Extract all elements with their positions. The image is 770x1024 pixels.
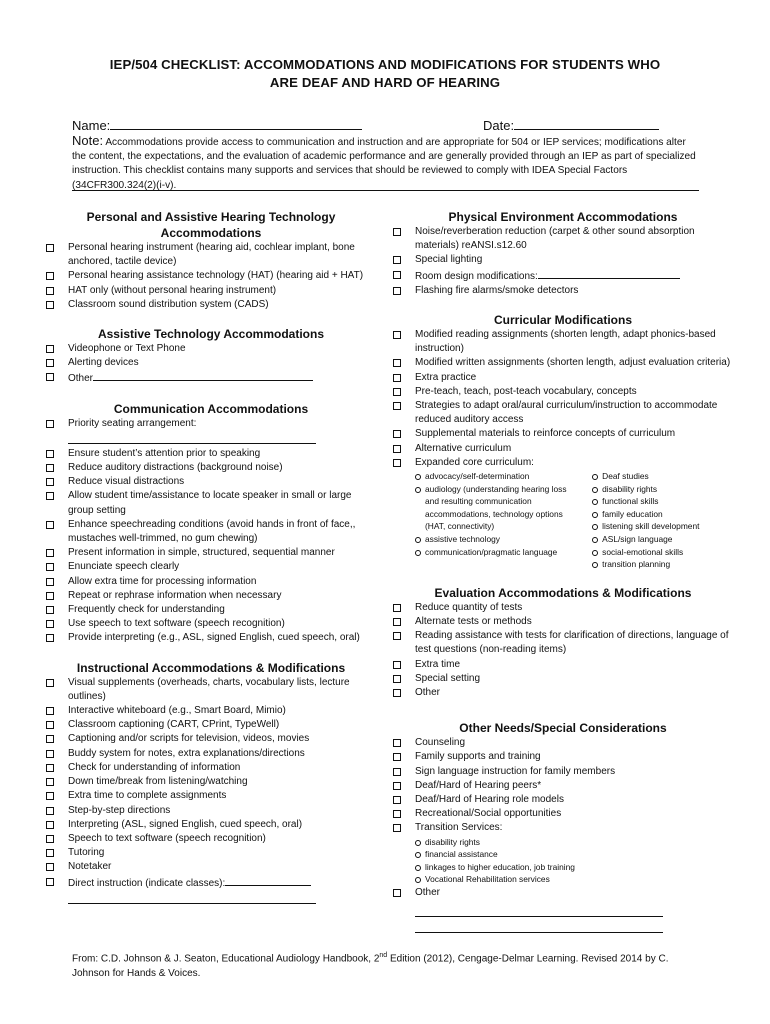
item-label: Modified written assignments (shorten length, adjust evaluation criteria) (415, 357, 731, 369)
checklist-item[interactable] (393, 328, 733, 356)
item-label: Reading assistance with tests for clarification of directions, language of test questions (non-reading items) (415, 630, 729, 656)
footer-text-1: From: C.D. Johnson & J. Seaton, Educational Audiology Handbook, 2 (72, 953, 380, 965)
bullet-icon (592, 550, 598, 556)
item-label: Priority seating arrangement: (68, 417, 197, 429)
checkbox[interactable] (46, 778, 54, 786)
checklist-item[interactable] (46, 818, 376, 832)
checklist-item[interactable] (46, 804, 376, 818)
checklist-item[interactable] (46, 461, 376, 475)
item-label: Other (415, 687, 441, 699)
sub-list-item (592, 533, 733, 546)
sub-list-item (415, 861, 733, 874)
checklist-item[interactable] (46, 718, 376, 732)
sub-item-label: linkages to higher education, job training (425, 861, 575, 872)
item-label: Interpreting (ASL, signed English, cued speech, oral) (68, 818, 303, 830)
section-title-curricular: Curricular Modifications (493, 313, 633, 328)
checklist-item[interactable] (46, 761, 376, 775)
sub-item-label: listening skill development (602, 521, 700, 532)
checkbox[interactable] (393, 618, 401, 626)
checklist-item[interactable] (393, 615, 733, 629)
checkbox[interactable] (393, 824, 401, 832)
item-label: Modified reading assignments (shorten length, adapt phonics-based instruction) (415, 329, 716, 355)
sub-item-label: advocacy/self-determination (425, 471, 530, 482)
sub-list-item (592, 558, 733, 571)
checklist-item[interactable] (393, 672, 733, 686)
checkbox[interactable] (393, 256, 401, 264)
checklist-item[interactable] (393, 629, 733, 657)
checkbox[interactable] (393, 632, 401, 640)
checkbox[interactable] (46, 878, 54, 886)
checkbox[interactable] (46, 450, 54, 458)
bullet-icon (415, 840, 421, 846)
checklist-item[interactable] (393, 779, 733, 793)
item-label: Other (68, 373, 94, 385)
checkbox[interactable] (46, 807, 54, 815)
checklist-item[interactable] (46, 617, 376, 631)
checklist-item[interactable] (46, 732, 376, 746)
left-column (46, 209, 376, 907)
checklist-item[interactable] (393, 686, 733, 700)
checkbox[interactable] (46, 634, 54, 642)
checklist-item[interactable] (46, 832, 376, 846)
bullet-icon (415, 852, 421, 858)
bullet-icon (592, 487, 598, 493)
item-label: Interactive whiteboard (e.g., Smart Board, Mimio) (68, 705, 286, 717)
sub-list-item (592, 520, 733, 533)
checkbox[interactable] (46, 721, 54, 729)
checkbox[interactable] (393, 796, 401, 804)
bullet-icon (415, 865, 421, 871)
other-blank-1[interactable] (415, 904, 663, 917)
item-label: Strategies to adapt oral/aural curriculum/instruction to accommodate reduced auditory access (415, 400, 718, 426)
sub-list-item (415, 836, 733, 849)
checkbox[interactable] (393, 359, 401, 367)
section-title-physical-environment: Physical Environment Accommodations (448, 210, 678, 224)
checklist-item[interactable] (46, 747, 376, 761)
date-blank[interactable] (514, 116, 659, 130)
bullet-icon (415, 550, 421, 556)
item-label: Ensure student’s attention prior to speaking (68, 447, 261, 459)
item-label: Expanded core curriculum: (415, 456, 534, 468)
checklist-item[interactable] (393, 658, 733, 672)
checklist-item[interactable] (393, 793, 733, 807)
item-label: Allow student time/assistance to locate speaker in small or large group setting (68, 490, 352, 516)
bullet-icon (415, 877, 421, 883)
checklist-item[interactable] (46, 589, 376, 603)
item-label: Deaf/Hard of Hearing role models (415, 794, 564, 806)
checklist-item[interactable] (393, 442, 733, 456)
checklist-item[interactable] (393, 601, 733, 615)
sub-list-item (415, 483, 582, 533)
item-label: Alerting devices (68, 357, 139, 369)
bullet-icon (592, 499, 598, 505)
checklist-item[interactable] (46, 575, 376, 589)
footer-sup: nd (379, 952, 388, 959)
sub-list-item (415, 546, 582, 559)
checklist-item[interactable] (46, 676, 376, 704)
item-label: Supplemental materials to reinforce concepts of curriculum (415, 428, 676, 440)
item-label: Extra practice (415, 371, 477, 383)
item-label: Enhance speechreading conditions (avoid hands in front of face,, mustaches well-trimmed, no gum chewing) (68, 518, 356, 545)
item-label: Room design modifications: (415, 270, 538, 282)
item-label: Pre-teach, teach, post-teach vocabulary, concepts (415, 385, 637, 397)
checkbox[interactable] (393, 271, 401, 279)
checkbox[interactable] (46, 420, 54, 428)
checkbox[interactable] (46, 549, 54, 557)
checkbox[interactable] (46, 750, 54, 758)
sub-list-item (415, 873, 733, 886)
checkbox[interactable] (393, 739, 401, 747)
checklist-item[interactable] (393, 253, 733, 267)
sub-list-item (415, 470, 582, 483)
item-label: Reduce auditory distractions (background noise) (68, 462, 283, 474)
checklist-item[interactable] (46, 560, 376, 574)
checklist-item[interactable] (46, 298, 376, 312)
title-line-2: ARE DEAF AND HARD OF HEARING (269, 75, 501, 90)
section-title-evaluation: Evaluation Accommodations & Modifications (434, 585, 692, 600)
sub-list-item (592, 495, 733, 508)
item-label: Buddy system for notes, extra explanations/directions (68, 747, 305, 759)
item-label: Down time/break from listening/watching (68, 776, 248, 788)
sub-list-item (415, 848, 733, 861)
item-label: Enunciate speech clearly (68, 561, 180, 573)
footer-text-2: Edition (2012), Cengage-Delmar Learning. Revised 2014 by C. Johnson for Hands & Voices. (72, 953, 669, 979)
checkbox[interactable] (46, 272, 54, 280)
note-text: Accommodations provide access to communication and instruction and are appropriate for 504 or IEP services; modifications alter the content, the expectations, and the evaluation of academic performance and are generally provided through an IEP as part of specialized instruction. This checklist contains many supports and services that should be reviewed to comply with IDEA Special Factors (34CFR300.324(2)(i-v). (72, 137, 696, 191)
section-title-other-needs: Other Needs/Special Considerations (459, 721, 667, 736)
checkbox[interactable] (46, 849, 54, 857)
checkbox[interactable] (46, 359, 54, 367)
checkbox[interactable] (393, 661, 401, 669)
checklist-item[interactable] (46, 875, 376, 891)
checklist-item[interactable] (46, 370, 376, 386)
other-blank-2[interactable] (415, 920, 663, 933)
checkbox[interactable] (46, 821, 54, 829)
checkbox[interactable] (393, 287, 401, 295)
sub-item-label: disability rights (602, 483, 658, 494)
section-title-assistive-technology: Assistive Technology Accommodations (97, 327, 325, 342)
checklist-item[interactable] (393, 807, 733, 821)
item-label: Deaf/Hard of Hearing peers* (415, 779, 542, 791)
checklist-item[interactable] (393, 456, 733, 470)
sub-item-label: functional skills (602, 496, 659, 507)
sub-item-label: financial assistance (425, 849, 498, 860)
sub-item-label: communication/pragmatic language (425, 546, 558, 557)
sub-item-label: ASL/sign language (602, 534, 673, 545)
checkbox[interactable] (46, 863, 54, 871)
checkbox[interactable] (393, 388, 401, 396)
checkbox[interactable] (393, 402, 401, 410)
item-label: Personal hearing assistance technology (HAT) (hearing aid + HAT) (68, 270, 364, 282)
checklist-item[interactable] (393, 427, 733, 441)
checklist-item[interactable] (393, 225, 733, 253)
bullet-icon (592, 474, 598, 480)
bullet-icon (592, 562, 598, 568)
checkbox[interactable] (46, 345, 54, 353)
divider (72, 190, 699, 191)
item-label: Special lighting (415, 254, 483, 266)
checkbox[interactable] (46, 244, 54, 252)
seating-blank[interactable] (68, 431, 316, 444)
checklist-item[interactable] (46, 546, 376, 560)
checkbox[interactable] (393, 459, 401, 467)
checkbox[interactable] (393, 430, 401, 438)
section-title-instructional: Instructional Accommodations & Modifications (76, 660, 346, 675)
sub-item-label: transition planning (602, 559, 671, 570)
checklist-item[interactable] (393, 268, 733, 284)
item-label: Personal hearing instrument (hearing aid, cochlear implant, bone anchored, tactile device) (68, 242, 355, 268)
checklist-item[interactable] (393, 736, 733, 750)
item-label: Other (415, 887, 441, 899)
checkbox[interactable] (46, 578, 54, 586)
checklist-item[interactable] (393, 356, 733, 370)
checkbox[interactable] (393, 753, 401, 761)
checkbox[interactable] (393, 810, 401, 818)
item-label: Classroom captioning (CART, CPrint, TypeWell) (68, 719, 280, 731)
item-label: HAT only (without personal hearing instrument) (68, 284, 277, 296)
section-title-communication: Communication Accommodations (113, 401, 309, 416)
sub-item-label: Vocational Rehabilitation services (425, 874, 550, 885)
checkbox[interactable] (46, 792, 54, 800)
checkbox[interactable] (46, 301, 54, 309)
page-title (60, 56, 710, 92)
item-label: Reduce visual distractions (68, 476, 185, 488)
checkbox[interactable] (46, 620, 54, 628)
checkbox[interactable] (393, 228, 401, 236)
name-field[interactable] (72, 116, 362, 133)
note-label: Note: (72, 133, 104, 148)
item-label: Speech to text software (speech recognition) (68, 832, 266, 844)
checklist-item[interactable] (46, 775, 376, 789)
item-label: Sign language instruction for family members (415, 765, 616, 777)
checklist-item[interactable] (46, 518, 376, 546)
sub-item-label: social-emotional skills (602, 546, 684, 557)
item-label: Classroom sound distribution system (CADS) (68, 298, 269, 310)
checklist-item[interactable] (393, 750, 733, 764)
item-label: Visual supplements (overheads, charts, vocabulary lists, lecture outlines) (68, 676, 350, 702)
checklist-item[interactable] (393, 399, 733, 427)
item-label: Special setting (415, 672, 481, 684)
bullet-icon (415, 474, 421, 480)
checkbox[interactable] (46, 735, 54, 743)
item-label: Use speech to text software (speech recognition) (68, 618, 285, 630)
checklist-item[interactable] (46, 631, 376, 645)
checkbox[interactable] (393, 689, 401, 697)
checkbox[interactable] (393, 782, 401, 790)
checklist-item[interactable] (46, 447, 376, 461)
item-label: Allow extra time for processing information (68, 575, 257, 587)
checkbox[interactable] (393, 331, 401, 339)
item-label: Step-by-step directions (68, 804, 171, 816)
expanded-core-list (401, 470, 733, 571)
bullet-icon (592, 512, 598, 518)
checkbox[interactable] (46, 606, 54, 614)
checklist-item[interactable] (46, 489, 376, 517)
item-label: Present information in simple, structured, sequential manner (68, 547, 335, 559)
bullet-icon (592, 524, 598, 530)
date-label: Date: (483, 118, 515, 133)
checklist-item[interactable] (46, 417, 376, 431)
checkbox[interactable] (393, 675, 401, 683)
date-field[interactable] (483, 116, 659, 133)
section-title-personal-technology: Personal and Assistive Hearing Technology Accommodations (86, 210, 336, 240)
checkbox[interactable] (46, 373, 54, 381)
checklist-item[interactable] (393, 385, 733, 399)
item-label: Recreational/Social opportunities (415, 808, 562, 820)
item-label: Frequently check for understanding (68, 604, 225, 616)
checkbox[interactable] (393, 889, 401, 897)
name-label: Name: (72, 118, 111, 133)
checklist-item[interactable] (46, 269, 376, 283)
checklist-item[interactable] (46, 846, 376, 860)
classes-blank[interactable] (225, 875, 311, 886)
checkbox[interactable] (46, 707, 54, 715)
item-label: Alternative curriculum (415, 442, 512, 454)
item-label: Check for understanding of information (68, 761, 241, 773)
checkbox[interactable] (393, 374, 401, 382)
item-label: Notetaker (68, 861, 112, 873)
sub-item-label: audiology (understanding hearing loss and resulting communication accommodations, technology options (HAT, connectivity) (425, 483, 567, 532)
checklist-item[interactable] (46, 603, 376, 617)
sub-list-item (592, 470, 733, 483)
checkbox[interactable] (46, 492, 54, 500)
checklist-item[interactable] (393, 886, 733, 900)
sub-list-item (592, 508, 733, 521)
item-label: Extra time to complete assignments (68, 790, 227, 802)
checklist-item[interactable] (46, 475, 376, 489)
checkbox[interactable] (46, 478, 54, 486)
checkbox[interactable] (46, 835, 54, 843)
sub-item-label: disability rights (425, 836, 480, 847)
item-label: Provide interpreting (e.g., ASL, signed English, cued speech, oral) (68, 632, 360, 644)
classes-blank-2[interactable] (68, 891, 316, 904)
item-label: Repeat or rephrase information when necessary (68, 589, 282, 601)
checklist-item[interactable] (46, 860, 376, 874)
checkbox[interactable] (46, 592, 54, 600)
bullet-icon (415, 487, 421, 493)
bullet-icon (592, 537, 598, 543)
item-label: Captioning and/or scripts for television, videos, movies (68, 733, 310, 745)
item-label: Reduce quantity of tests (415, 601, 523, 613)
other-blank[interactable] (93, 370, 313, 381)
item-label: Family supports and training (415, 751, 541, 763)
checklist-item[interactable] (393, 765, 733, 779)
title-line-1: IEP/504 CHECKLIST: ACCOMMODATIONS AND MODIFICATIONS FOR STUDENTS WHO (109, 57, 661, 72)
item-label: Noise/reverberation reduction (carpet & other sound absorption materials) reANSI.s12.60 (415, 226, 695, 252)
checkbox[interactable] (393, 768, 401, 776)
checklist-item[interactable] (393, 821, 733, 835)
checklist-item[interactable] (46, 284, 376, 298)
checkbox[interactable] (46, 287, 54, 295)
item-label: Alternate tests or methods (415, 616, 532, 627)
sub-item-label: assistive technology (425, 534, 500, 545)
checkbox[interactable] (393, 604, 401, 612)
item-label: Direct instruction (indicate classes): (68, 877, 226, 889)
checklist-item[interactable] (46, 789, 376, 803)
checklist-item[interactable] (46, 241, 376, 269)
checkbox[interactable] (46, 521, 54, 529)
checkbox[interactable] (46, 464, 54, 472)
item-label: Transition Services: (415, 822, 503, 834)
sub-item-label: family education (602, 508, 663, 519)
room-blank[interactable] (538, 268, 680, 279)
item-label: Flashing fire alarms/smoke detectors (415, 284, 579, 296)
item-label: Counseling (415, 737, 466, 749)
checkbox[interactable] (46, 679, 54, 687)
item-label: Tutoring (68, 847, 105, 859)
bullet-icon (415, 537, 421, 543)
checklist-item[interactable] (393, 284, 733, 298)
name-blank[interactable] (110, 116, 362, 130)
item-label: Extra time (415, 658, 461, 670)
checkbox[interactable] (46, 764, 54, 772)
sub-list-item (592, 546, 733, 559)
checkbox[interactable] (393, 445, 401, 453)
right-column (393, 209, 733, 936)
sub-item-label: Deaf studies (602, 471, 649, 482)
sub-list-item (415, 533, 582, 546)
checklist-item[interactable] (46, 356, 376, 370)
checklist-item[interactable] (46, 704, 376, 718)
sub-list-item (592, 483, 733, 496)
footer-citation (72, 949, 702, 981)
item-label: Videophone or Text Phone (68, 343, 186, 355)
checklist-item[interactable] (393, 371, 733, 385)
note-paragraph (72, 134, 702, 193)
checkbox[interactable] (46, 563, 54, 571)
checklist-item[interactable] (46, 342, 376, 356)
